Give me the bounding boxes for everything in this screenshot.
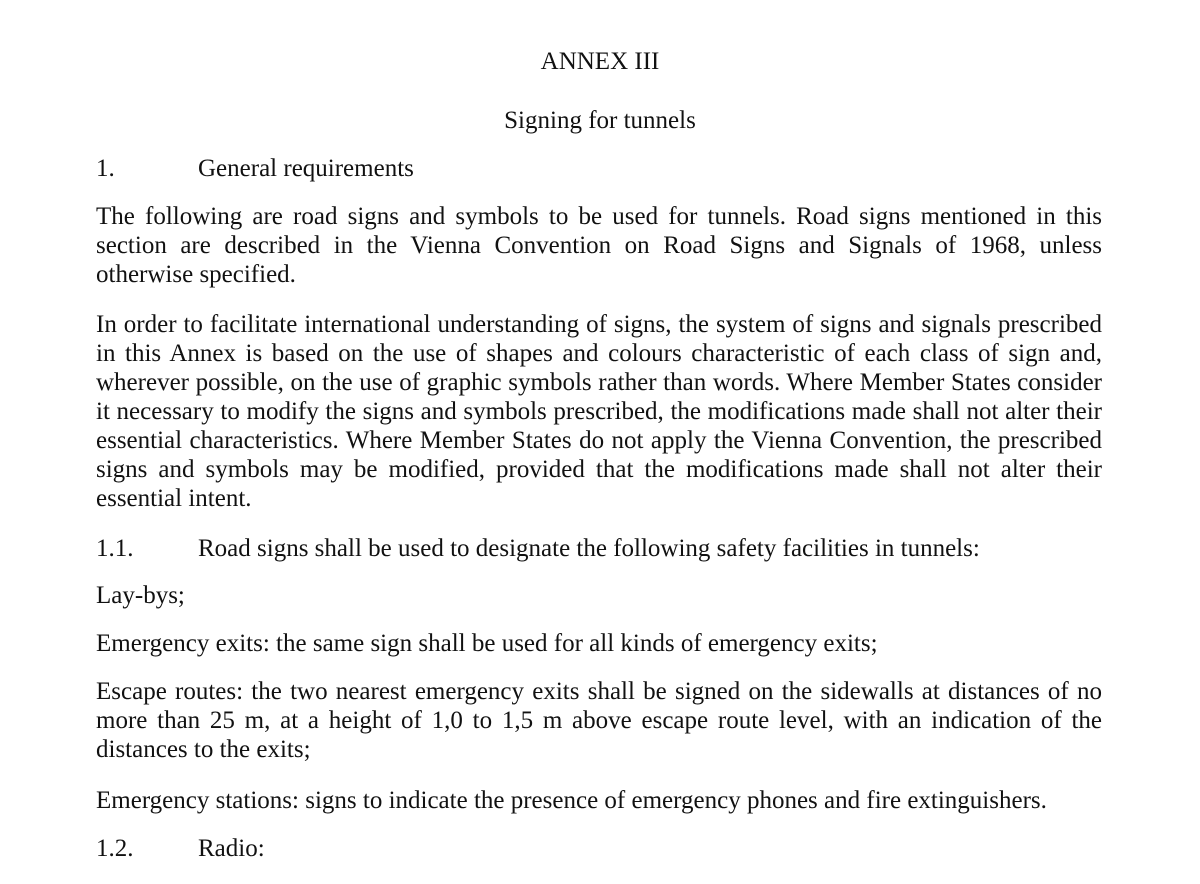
annex-title: ANNEX III	[540, 48, 660, 75]
section-1-2-number: 1.2.	[96, 835, 134, 862]
list-item-emergency-stations: Emergency stations: signs to indicate the presence of emergency phones and fire extinguishers.	[96, 787, 1047, 814]
section-1-2-title: Radio:	[198, 835, 265, 862]
section-1-1-heading	[96, 534, 980, 563]
paragraph-intro: The following are road signs and symbols to be used for tunnels. Road signs mentioned in this section are described in the Vienna Convention on Road Signs and Signals of 1968, unless otherwise specified.	[96, 203, 1102, 288]
section-1-heading	[96, 154, 414, 183]
section-1-number: 1.	[96, 155, 115, 182]
list-item-escape-routes: Escape routes: the two nearest emergency exits shall be signed on the sidewalls at distances of no more than 25 m, at a height of 1,0 to 1,5 m above escape route level, with an indication of the distances to the exits;	[96, 678, 1102, 763]
section-1-title: General requirements	[198, 155, 414, 182]
section-1-1-number: 1.1.	[96, 535, 134, 562]
section-1-1-title: Road signs shall be used to designate the following safety facilities in tunnels:	[198, 535, 980, 562]
paragraph-convention: In order to facilitate international understanding of signs, the system of signs and signals prescribed in this Annex is based on the use of shapes and colours characteristic of each class of sign and, wherever possible, on the use of graphic symbols rather than words. Where Member States consider it necessary to modify the signs and symbols prescribed, the modifications made shall not alter their essential characteristics. Where Member States do not apply the Vienna Convention, the prescribed signs and symbols may be modified, provided that the modifications made shall not alter their essential intent.	[96, 311, 1102, 512]
list-item-emergency-exits: Emergency exits: the same sign shall be used for all kinds of emergency exits;	[96, 630, 878, 657]
list-item-lay-bys: Lay-bys;	[96, 582, 185, 609]
document-subtitle: Signing for tunnels	[504, 107, 696, 134]
section-1-2-heading	[96, 834, 265, 863]
